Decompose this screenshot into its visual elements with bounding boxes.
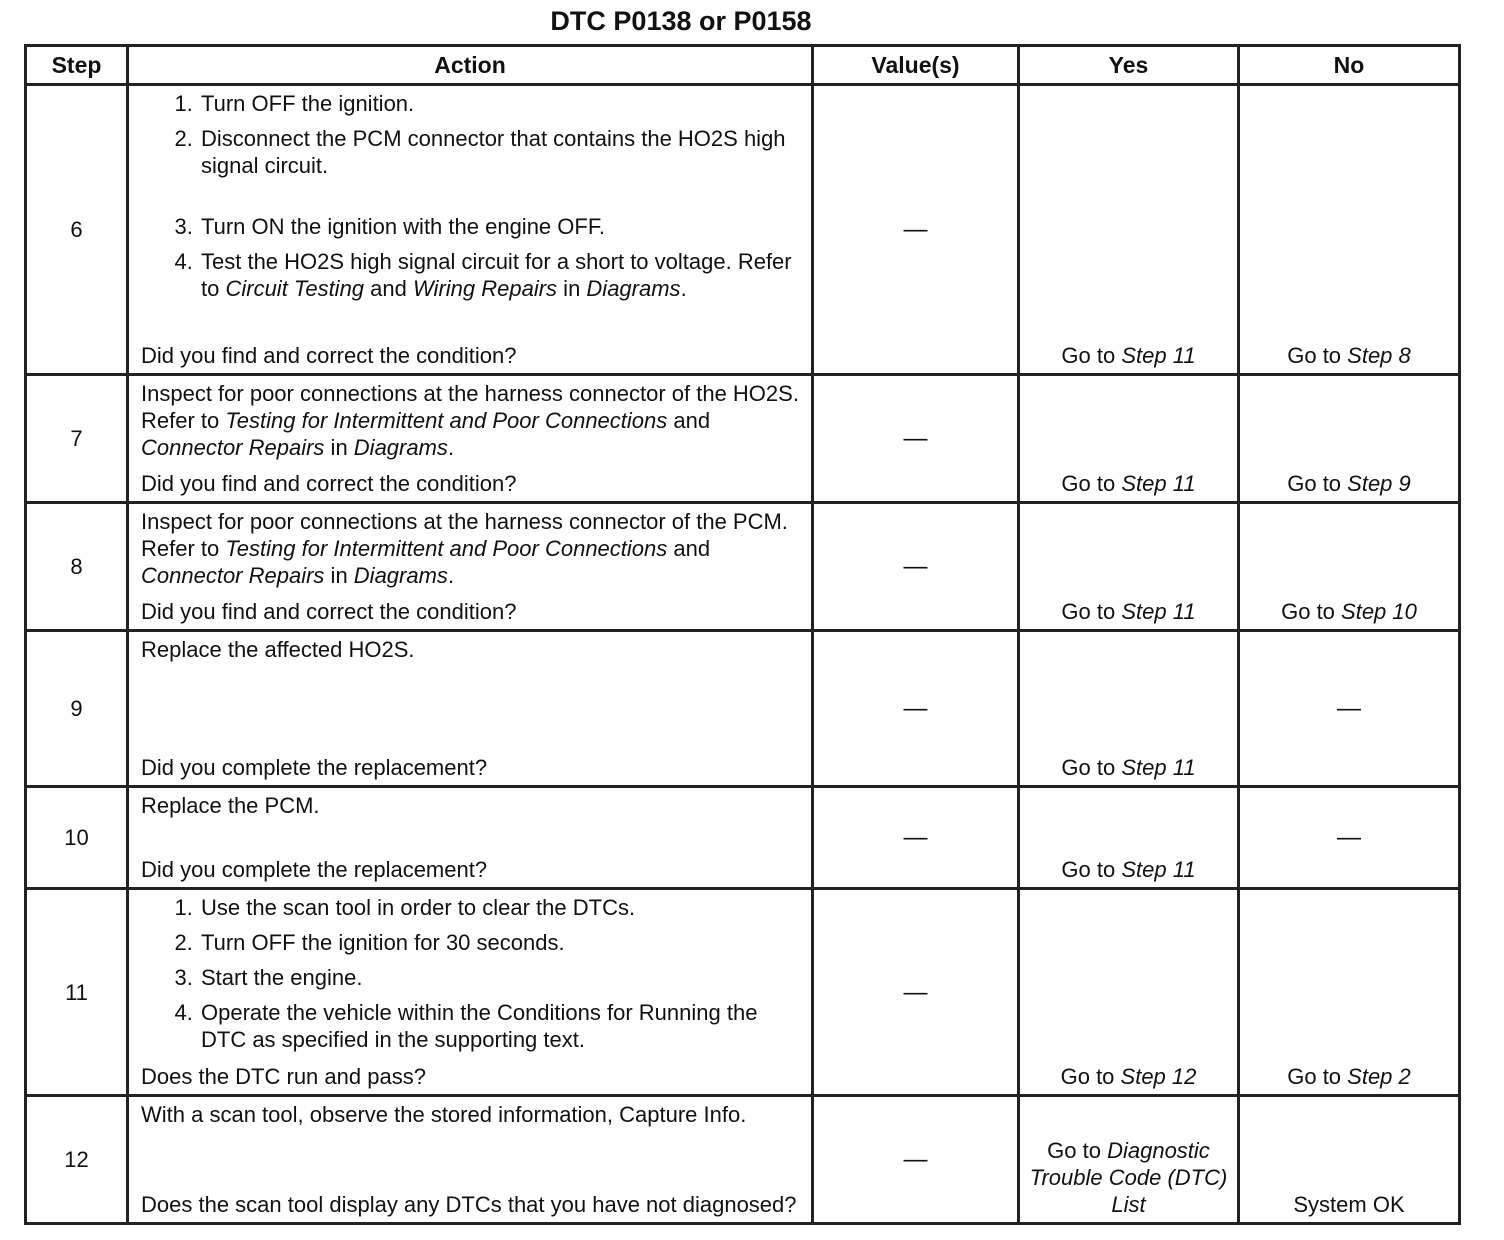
step-reference: Step 12 [1120, 1064, 1197, 1089]
yes-cell: Go to Step 11 [1019, 503, 1239, 631]
step-number: 12 [26, 1096, 128, 1224]
action-text: Replace the PCM. [141, 793, 320, 818]
table-row [26, 503, 1460, 631]
step-reference: Step 2 [1347, 1064, 1411, 1089]
step-reference: Step 9 [1347, 471, 1411, 496]
step-reference: Step 11 [1121, 343, 1196, 368]
page-title: DTC P0138 or P0158 [550, 6, 812, 36]
value-cell: — [813, 1096, 1019, 1224]
step-number: 8 [26, 503, 128, 631]
value-cell: — [813, 375, 1019, 503]
value-cell: — [813, 631, 1019, 787]
step-number: 7 [26, 375, 128, 503]
question-text: Did you find and correct the condition? [141, 599, 517, 624]
step-number: 11 [26, 889, 128, 1096]
list-item: 4. Test the HO2S high signal circuit for a short to voltage. Refer to Circuit Testing and Wiring Repairs in Diagrams. [199, 248, 799, 302]
yes-cell: Go to Step 11 [1019, 787, 1239, 889]
step-reference: Step 10 [1341, 599, 1417, 624]
list-item: 1. Use the scan tool in order to clear the DTCs. [199, 894, 799, 921]
action-cell [128, 375, 813, 503]
no-cell: — [1239, 787, 1460, 889]
step-reference: Diagnostic Trouble Code (DTC) List [1029, 1138, 1228, 1217]
table-row [26, 85, 1460, 375]
table-row [26, 889, 1460, 1096]
header-row [26, 46, 1460, 85]
action-text: Inspect for poor connections at the harness connector of the HO2S. Refer to Testing for Intermittent and Poor Connections and Connector Repairs in Diagrams. [141, 381, 799, 460]
reference-link: Circuit Testing [225, 276, 365, 301]
action-cell [128, 889, 813, 1096]
table-row [26, 1096, 1460, 1224]
reference-link: Diagrams [353, 435, 448, 460]
question-text: Did you complete the replacement? [141, 755, 488, 780]
no-cell: Go to Step 8 [1239, 85, 1460, 375]
action-cell [128, 85, 813, 375]
reference-link: Connector Repairs [141, 563, 325, 588]
question-text: Does the scan tool display any DTCs that you have not diagnosed? [141, 1192, 797, 1217]
col-header-values: Value(s) [813, 46, 1019, 85]
step-reference: Step 11 [1121, 599, 1196, 624]
action-cell [128, 1096, 813, 1224]
no-cell: Go to Step 10 [1239, 503, 1460, 631]
no-cell: System OK [1239, 1096, 1460, 1224]
list-item: 3. Start the engine. [199, 964, 799, 991]
list-item: 1. Turn OFF the ignition. [199, 90, 799, 117]
diagnostic-table [24, 44, 1461, 1225]
question-text: Did you complete the replacement? [141, 857, 488, 882]
value-cell: — [813, 85, 1019, 375]
list-item: 3. Turn ON the ignition with the engine OFF. [199, 213, 799, 240]
value-cell: — [813, 503, 1019, 631]
col-header-step: Step [26, 46, 128, 85]
no-cell: — [1239, 631, 1460, 787]
question-text: Did you find and correct the condition? [141, 471, 517, 496]
yes-cell: Go to Step 11 [1019, 85, 1239, 375]
table-row [26, 787, 1460, 889]
value-cell: — [813, 787, 1019, 889]
step-reference: Step 11 [1121, 857, 1196, 882]
step-number: 6 [26, 85, 128, 375]
action-text: Replace the affected HO2S. [141, 637, 415, 662]
value-cell: — [813, 889, 1019, 1096]
list-item: 4. Operate the vehicle within the Conditions for Running the DTC as specified in the supporting text. [199, 999, 799, 1053]
no-cell: Go to Step 9 [1239, 375, 1460, 503]
step-number: 9 [26, 631, 128, 787]
no-cell: Go to Step 2 [1239, 889, 1460, 1096]
action-cell [128, 503, 813, 631]
col-header-no: No [1239, 46, 1460, 85]
yes-cell: Go to Step 11 [1019, 375, 1239, 503]
step-reference: Step 11 [1121, 755, 1196, 780]
col-header-yes: Yes [1019, 46, 1239, 85]
table-row [26, 375, 1460, 503]
reference-link: Testing for Intermittent and Poor Connections [225, 536, 668, 561]
reference-link: Connector Repairs [141, 435, 325, 460]
col-header-action: Action [128, 46, 813, 85]
step-number: 10 [26, 787, 128, 889]
step-reference: Step 8 [1347, 343, 1411, 368]
yes-cell: Go to Step 11 [1019, 631, 1239, 787]
list-item: 2. Turn OFF the ignition for 30 seconds. [199, 929, 799, 956]
reference-link: Diagrams [586, 276, 681, 301]
reference-link: Wiring Repairs [412, 276, 558, 301]
yes-cell: Go to Step 12 [1019, 889, 1239, 1096]
action-text: With a scan tool, observe the stored information, Capture Info. [141, 1102, 747, 1127]
question-text: Did you find and correct the condition? [141, 343, 517, 368]
action-cell [128, 787, 813, 889]
list-item: 2. Disconnect the PCM connector that contains the HO2S high signal circuit. [199, 125, 799, 179]
reference-link: Testing for Intermittent and Poor Connections [225, 408, 668, 433]
table-row [26, 631, 1460, 787]
step-reference: Step 11 [1121, 471, 1196, 496]
action-text: Inspect for poor connections at the harness connector of the PCM. Refer to Testing for Intermittent and Poor Connections and Connector Repairs in Diagrams. [141, 509, 788, 588]
yes-cell: Go to Diagnostic Trouble Code (DTC) List [1019, 1096, 1239, 1224]
reference-link: Diagrams [353, 563, 448, 588]
action-cell [128, 631, 813, 787]
question-text: Does the DTC run and pass? [141, 1064, 426, 1089]
